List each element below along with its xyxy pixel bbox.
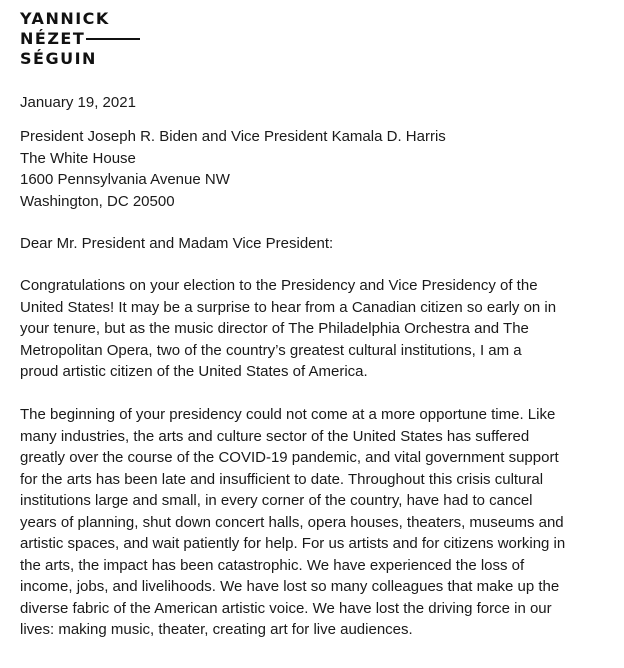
paragraph-1 xyxy=(20,275,616,383)
paragraph-line: United States! It may be a surprise to hear from a Canadian citizen so early on in xyxy=(20,298,557,316)
paragraph-line: many industries, the arts and culture sector of the United States has suffered xyxy=(20,427,530,445)
paragraph-line: years of planning, shut down concert halls, opera houses, theaters, museums and xyxy=(20,513,564,531)
letter-date: January 19, 2021 xyxy=(20,94,136,111)
paragraph-line: greatly over the course of the COVID-19 pandemic, and vital government support xyxy=(20,449,559,466)
address-line: 1600 Pennsylvania Avenue NW xyxy=(20,171,230,188)
letterhead-line-1: YANNICK xyxy=(20,9,110,28)
paragraph-line: institutions large and small, in every corner of the country, have had to cancel xyxy=(20,492,533,509)
address-line: Washington, DC 20500 xyxy=(20,192,175,210)
salutation: Dear Mr. President and Madam Vice President: xyxy=(20,235,334,252)
paragraph-line: the arts, the impact has been catastrophic. We have experienced the loss of xyxy=(20,556,525,574)
paragraph-line: artistic spaces, and wait patiently for help. For us artists and for citizens working in xyxy=(20,535,566,552)
letterhead-line-2-text: NÉZET xyxy=(20,29,86,48)
paragraph-line: Metropolitan Opera, two of the country’s greatest cultural institutions, I am a xyxy=(20,341,522,359)
letterhead-line-3: SÉGUIN xyxy=(20,49,97,68)
paragraph-line: your tenure, but as the music director of The Philadelphia Orchestra and The xyxy=(20,320,529,337)
paragraph-line: lives: making music, theater, creating art for live audiences. xyxy=(20,621,413,638)
address-line: The White House xyxy=(20,149,136,167)
letterhead-line-2 xyxy=(20,29,140,49)
paragraph-line: Congratulations on your election to the Presidency and Vice Presidency of the xyxy=(20,277,538,294)
paragraph-line: for the arts has been late and insufficient to date. Throughout this crisis cultural xyxy=(20,470,544,488)
paragraph-line: The beginning of your presidency could not come at a more opportune time. Like xyxy=(20,406,556,423)
address-line: President Joseph R. Biden and Vice President Kamala D. Harris xyxy=(20,128,446,145)
paragraph-line: income, jobs, and livelihoods. We have lost so many colleagues that make up the xyxy=(20,578,560,595)
letterhead-logo xyxy=(20,9,140,69)
paragraph-line: diverse fabric of the American artistic voice. We have lost the driving force in our xyxy=(20,599,552,617)
paragraph-2 xyxy=(20,404,616,641)
paragraph-line: proud artistic citizen of the United States of America. xyxy=(20,363,368,380)
letterhead-rule xyxy=(86,38,140,40)
recipient-address xyxy=(20,126,616,212)
